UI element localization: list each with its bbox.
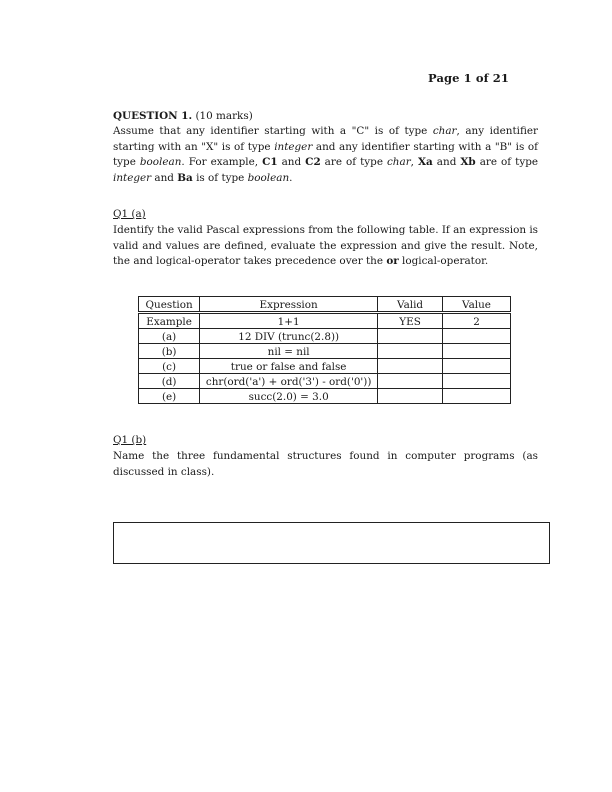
cell-value[interactable]	[443, 374, 511, 389]
question-header	[113, 109, 538, 125]
cell-valid[interactable]	[378, 344, 443, 359]
intro-text: are of type	[475, 156, 539, 169]
intro-text: .	[289, 171, 293, 184]
q1b-text: Name the three fundamental structures found in computer programs (as discussed in class).	[113, 450, 538, 478]
q1a-text: Identify the valid Pascal expressions from the following table. If an expression is valid and values are defined, evaluate the expression and give the result. Note, the and logical-operator takes precedence over the	[113, 224, 538, 268]
cell-expression: 1+1	[200, 313, 378, 329]
type-char: char	[386, 156, 411, 169]
answer-box[interactable]	[113, 522, 550, 564]
cell-expression: 12 DIV (trunc(2.8))	[200, 329, 378, 344]
q1a-text: logical-operator.	[398, 255, 489, 268]
table-row	[139, 329, 511, 344]
cell-valid[interactable]	[378, 374, 443, 389]
identifier-c2: C2	[305, 156, 321, 169]
page-number: Page 1 of 21	[428, 71, 509, 85]
header-valid: Valid	[378, 297, 443, 313]
question-intro	[113, 124, 538, 186]
type-integer: integer	[113, 171, 152, 184]
type-integer: integer	[274, 140, 313, 153]
header-question: Question	[139, 297, 200, 313]
table-row	[139, 359, 511, 374]
expression-table	[138, 296, 511, 404]
question-marks: (10 marks)	[195, 110, 253, 122]
intro-text: is of type	[192, 171, 248, 184]
q1b-label: Q1 (b)	[113, 434, 147, 446]
cell-expression: true or false and false	[200, 359, 378, 374]
intro-text: and	[432, 156, 461, 169]
intro-text: and	[277, 156, 306, 169]
identifier-xb: Xb	[460, 156, 476, 169]
cell-question: (b)	[139, 344, 200, 359]
cell-valid[interactable]	[378, 389, 443, 404]
type-char: char	[432, 125, 457, 137]
header-expression: Expression	[200, 297, 378, 313]
cell-value[interactable]	[443, 359, 511, 374]
identifier-xa: Xa	[418, 156, 433, 169]
cell-valid[interactable]	[378, 359, 443, 374]
cell-valid: YES	[378, 313, 443, 329]
cell-valid[interactable]	[378, 329, 443, 344]
header-value: Value	[443, 297, 511, 313]
intro-text: ,	[410, 156, 418, 169]
q1a-label: Q1 (a)	[113, 208, 146, 220]
cell-value: 2	[443, 313, 511, 329]
q1a-instructions	[113, 223, 538, 270]
table-header-row	[139, 297, 511, 313]
or-operator: or	[386, 255, 399, 268]
intro-text: Assume that any identifier starting with a "C" is of type	[113, 125, 433, 137]
cell-value[interactable]	[443, 344, 511, 359]
cell-value[interactable]	[443, 389, 511, 404]
table-row	[139, 374, 511, 389]
cell-question: (d)	[139, 374, 200, 389]
cell-value[interactable]	[443, 329, 511, 344]
table-row	[139, 344, 511, 359]
type-boolean: boolean	[247, 171, 290, 184]
identifier-ba: Ba	[177, 171, 193, 184]
cell-expression: chr(ord('a') + ord('3') - ord('0'))	[200, 374, 378, 389]
cell-question: (e)	[139, 389, 200, 404]
cell-question: (a)	[139, 329, 200, 344]
question-title: QUESTION 1.	[113, 110, 193, 122]
type-boolean: boolean	[139, 156, 182, 169]
cell-question: (c)	[139, 359, 200, 374]
table-row	[139, 313, 511, 329]
table-row	[139, 389, 511, 404]
intro-text: and any identifier starting with a "B" is of type	[113, 140, 539, 169]
intro-text: are of type	[320, 156, 387, 169]
intro-text: . For example,	[181, 156, 263, 169]
cell-expression: succ(2.0) = 3.0	[200, 389, 378, 404]
intro-text: and	[151, 171, 178, 184]
identifier-c1: C1	[262, 156, 278, 169]
cell-question: Example	[139, 313, 200, 329]
intro-text: , any identifier starting with an "X" is of type	[113, 125, 538, 153]
cell-expression: nil = nil	[200, 344, 378, 359]
